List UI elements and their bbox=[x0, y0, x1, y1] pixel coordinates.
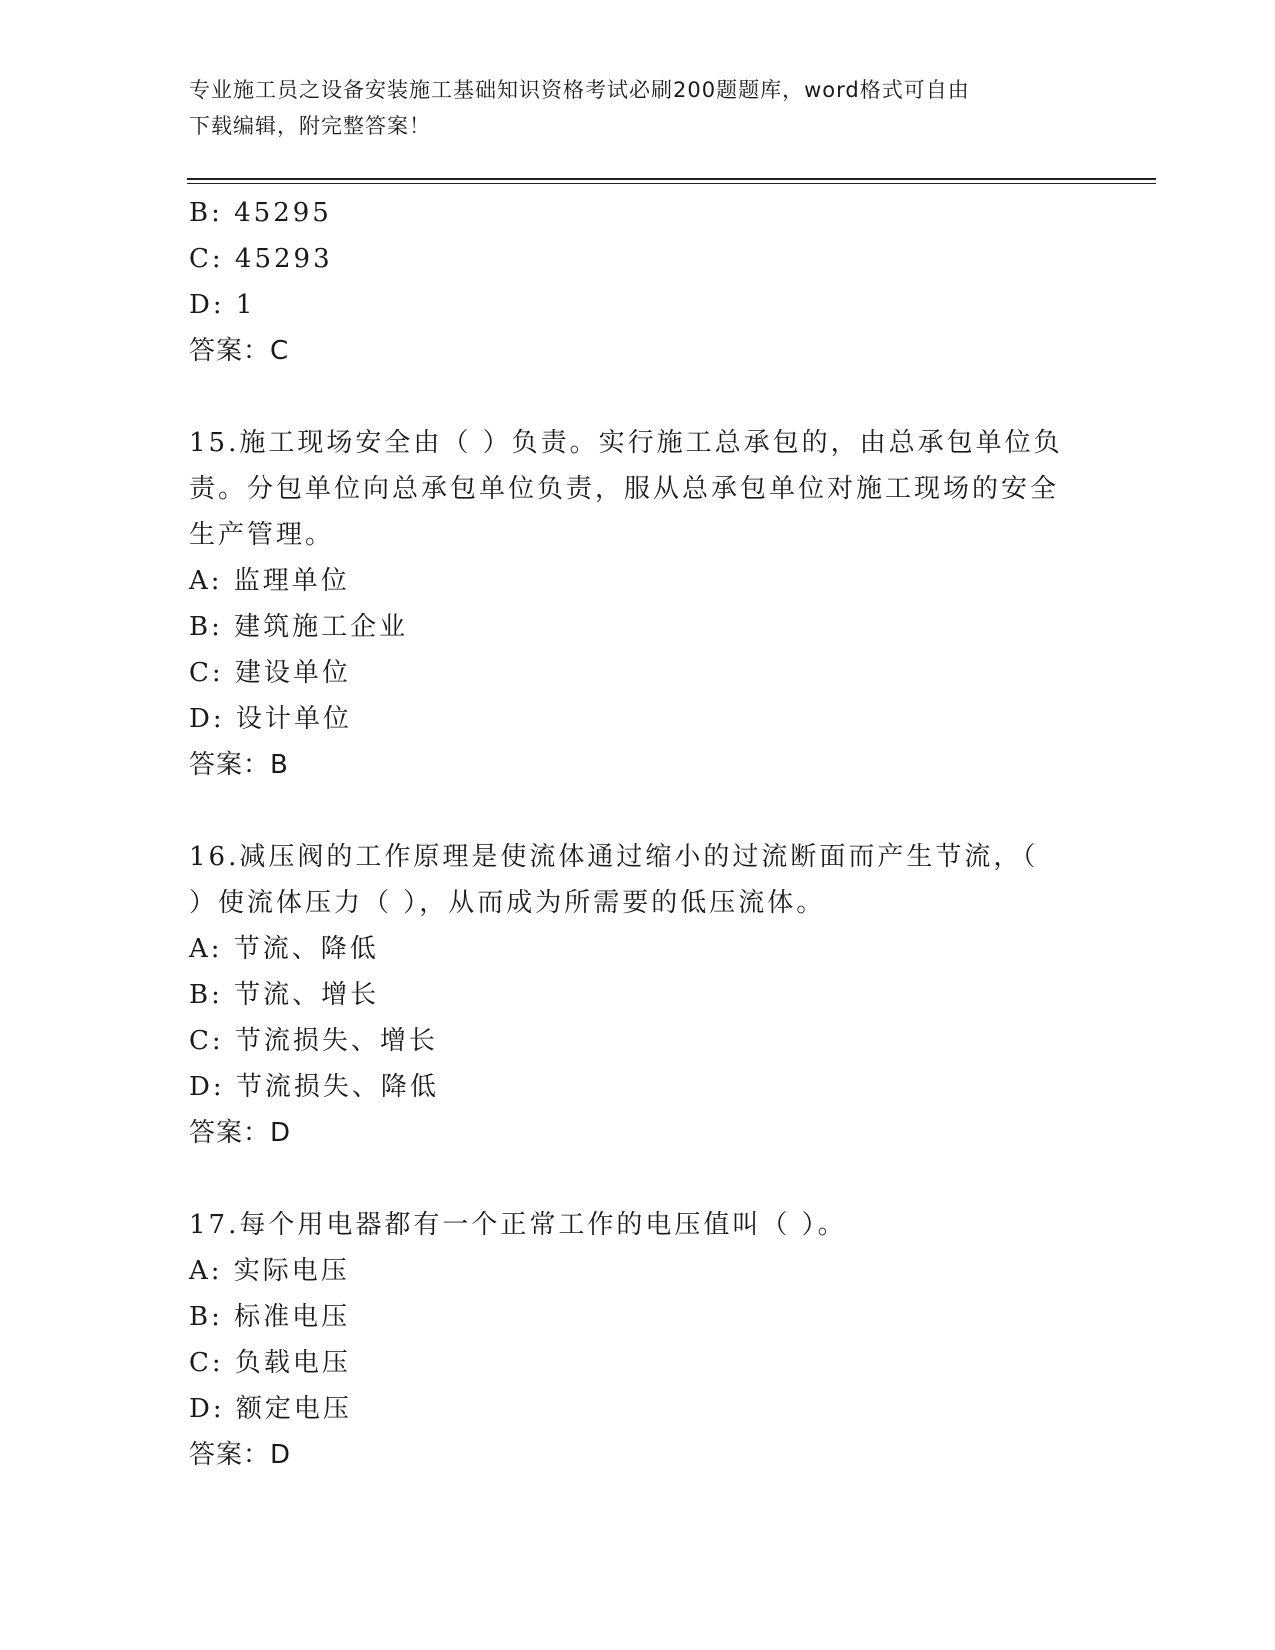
question-spacer bbox=[189, 374, 1069, 420]
question-text: 17.每个用电器都有一个正常工作的电压值叫（ ）。 bbox=[189, 1210, 847, 1240]
question-15 bbox=[189, 420, 1069, 788]
question-text: 责。分包单位向总承包单位负责，服从总承包单位对施工现场的安全 bbox=[189, 474, 1060, 504]
question-text: ）使流体压力（ ），从而成为所需要的低压流体。 bbox=[189, 888, 826, 918]
question-14-continued bbox=[189, 190, 1069, 374]
answer: 答案：D bbox=[189, 1440, 292, 1470]
question-text: 15.施工现场安全由（ ）负责。实行施工总承包的，由总承包单位负 bbox=[189, 428, 1063, 458]
option-d: D: 设计单位 bbox=[189, 704, 352, 734]
option-c: C: 负载电压 bbox=[189, 1348, 351, 1378]
header-title-line-1: 专业施工员之设备安装施工基础知识资格考试必刷200题题库，word格式可自由 bbox=[189, 78, 970, 102]
question-spacer bbox=[189, 1156, 1069, 1202]
answer: 答案：D bbox=[189, 1118, 292, 1148]
option-c: C: 45293 bbox=[189, 244, 333, 274]
question-list bbox=[189, 190, 1069, 1478]
option-b: B: 标准电压 bbox=[189, 1302, 351, 1332]
header-divider-thick bbox=[187, 178, 1156, 180]
answer: 答案：C bbox=[189, 336, 290, 366]
option-b: B: 45295 bbox=[189, 198, 332, 228]
question-text: 生产管理。 bbox=[189, 520, 335, 550]
option-a: A: 节流、降低 bbox=[189, 934, 379, 964]
question-spacer bbox=[189, 788, 1069, 834]
option-b: B: 建筑施工企业 bbox=[189, 612, 409, 642]
answer: 答案：B bbox=[189, 750, 289, 780]
header-divider-thin bbox=[187, 183, 1156, 184]
option-b: B: 节流、增长 bbox=[189, 980, 380, 1010]
option-c: C: 建设单位 bbox=[189, 658, 351, 688]
question-17 bbox=[189, 1202, 1069, 1478]
question-text: 16.减压阀的工作原理是使流体通过缩小的过流断面而产生节流，（ bbox=[189, 842, 1039, 872]
header-title-line-2: 下载编辑，附完整答案！ bbox=[189, 114, 431, 138]
document-header bbox=[189, 72, 1089, 144]
option-a: A: 实际电压 bbox=[189, 1256, 350, 1286]
option-c: C: 节流损失、增长 bbox=[189, 1026, 438, 1056]
question-16 bbox=[189, 834, 1069, 1156]
option-d: D: 额定电压 bbox=[189, 1394, 352, 1424]
option-d: D: 1 bbox=[189, 290, 256, 320]
option-a: A: 监理单位 bbox=[189, 566, 350, 596]
option-d: D: 节流损失、降低 bbox=[189, 1072, 439, 1102]
